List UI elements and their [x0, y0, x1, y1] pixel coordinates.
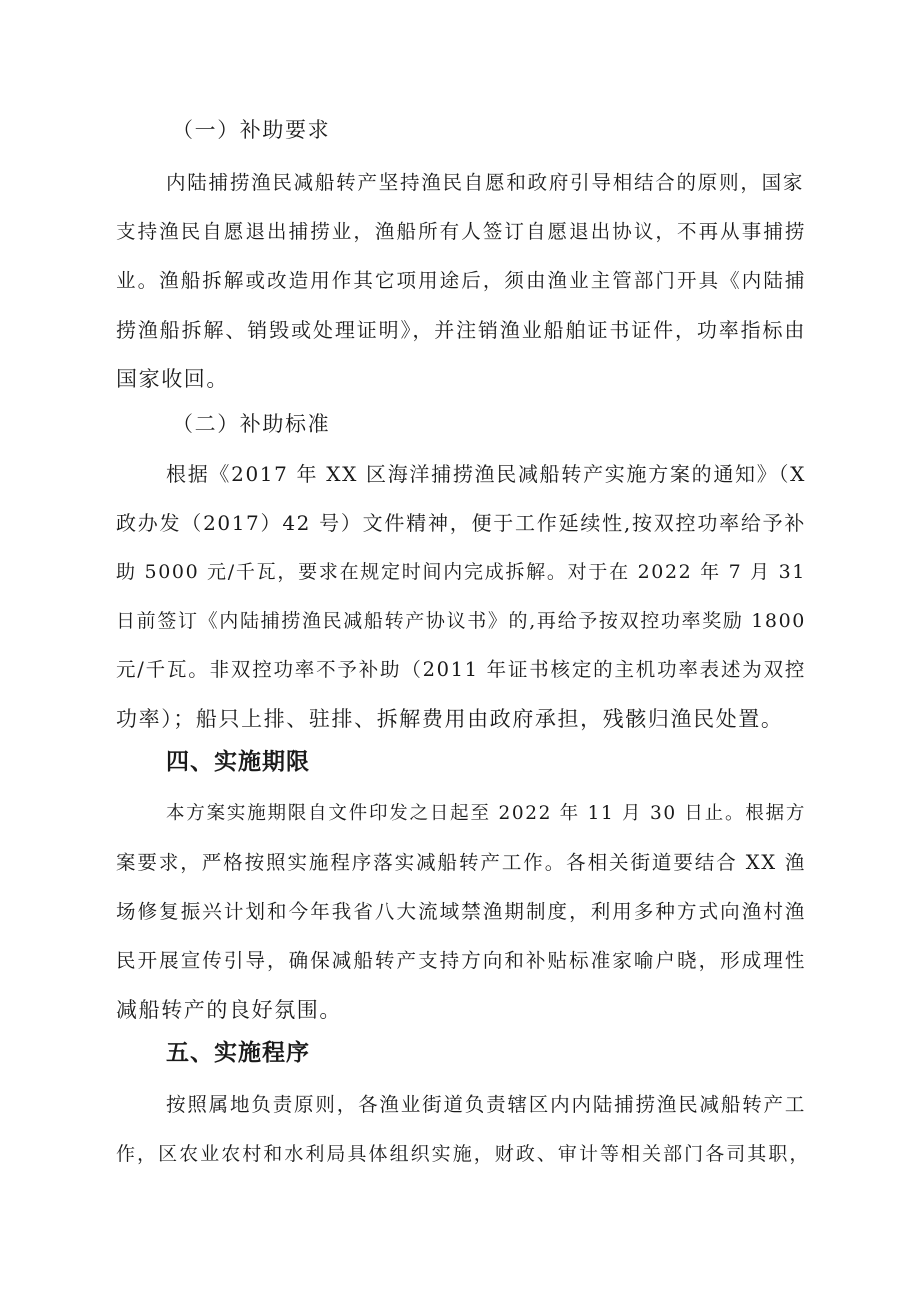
paragraph-line: 案要求，严格按照实施程序落实减船转产工作。各相关街道要结合 XX 渔 [116, 851, 806, 874]
paragraph-line: 减船转产的良好氛围。 [116, 998, 342, 1022]
paragraph-line: 功率）；船只上排、驻排、拆解费用由政府承担，残骸归渔民处置。 [116, 707, 784, 731]
paragraph-line: 作，区农业农村和水利局具体组织实施，财政、审计等相关部门各司其职， [116, 1143, 810, 1165]
paragraph-line: 政办发（2017）42 号）文件精神，便于工作延续性,按双控功率给予补 [116, 511, 806, 535]
paragraph-line: 内陆捕捞渔民减船转产坚持渔民自愿和政府引导相结合的原则，国家 [166, 171, 804, 194]
section-heading-implementation-period: 四、实施期限 [166, 749, 310, 775]
paragraph-line: 本方案实施期限自文件印发之日起至 2022 年 11 月 30 日止。根据方 [166, 803, 806, 824]
paragraph-line: 助 5000 元/千瓦，要求在规定时间内完成拆解。对于在 2022 年 7 月 31 [116, 561, 806, 583]
paragraph-line: 民开展宣传引导，确保减船转产支持方向和补贴标准家喻户晓，形成理性 [116, 949, 806, 972]
paragraph-line: 国家收回。 [116, 367, 229, 391]
paragraph-line: 日前签订《内陆捕捞渔民减船转产协议书》的,再给予按双控功率奖励 1800 [116, 610, 806, 632]
paragraph-line: 业。渔船拆解或改造用作其它项用途后，须由渔业主管部门开具《内陆捕 [116, 269, 806, 292]
paragraph-line: 场修复振兴计划和今年我省八大流域禁渔期制度，利用多种方式向渔村渔 [116, 900, 806, 923]
paragraph-line: 根据《2017 年 XX 区海洋捕捞渔民减船转产实施方案的通知》（X [166, 462, 806, 486]
section-heading-implementation-procedure: 五、实施程序 [166, 1040, 310, 1066]
paragraph-line: 元/千瓦。非双控功率不予补助（2011 年证书核定的主机功率表述为双控 [116, 658, 806, 681]
paragraph-line: 按照属地负责原则，各渔业街道负责辖区内内陆捕捞渔民减船转产工 [166, 1093, 806, 1116]
subsection-title-subsidy-requirements: （一）补助要求 [172, 118, 331, 142]
paragraph-line: 捞渔船拆解、销毁或处理证明》，并注销渔业船舶证书证件，功率指标由 [116, 318, 806, 342]
paragraph-line: 支持渔民自愿退出捕捞业，渔船所有人签订自愿退出协议，不再从事捕捞 [116, 220, 806, 243]
subsection-title-subsidy-standard: （二）补助标准 [172, 412, 331, 436]
